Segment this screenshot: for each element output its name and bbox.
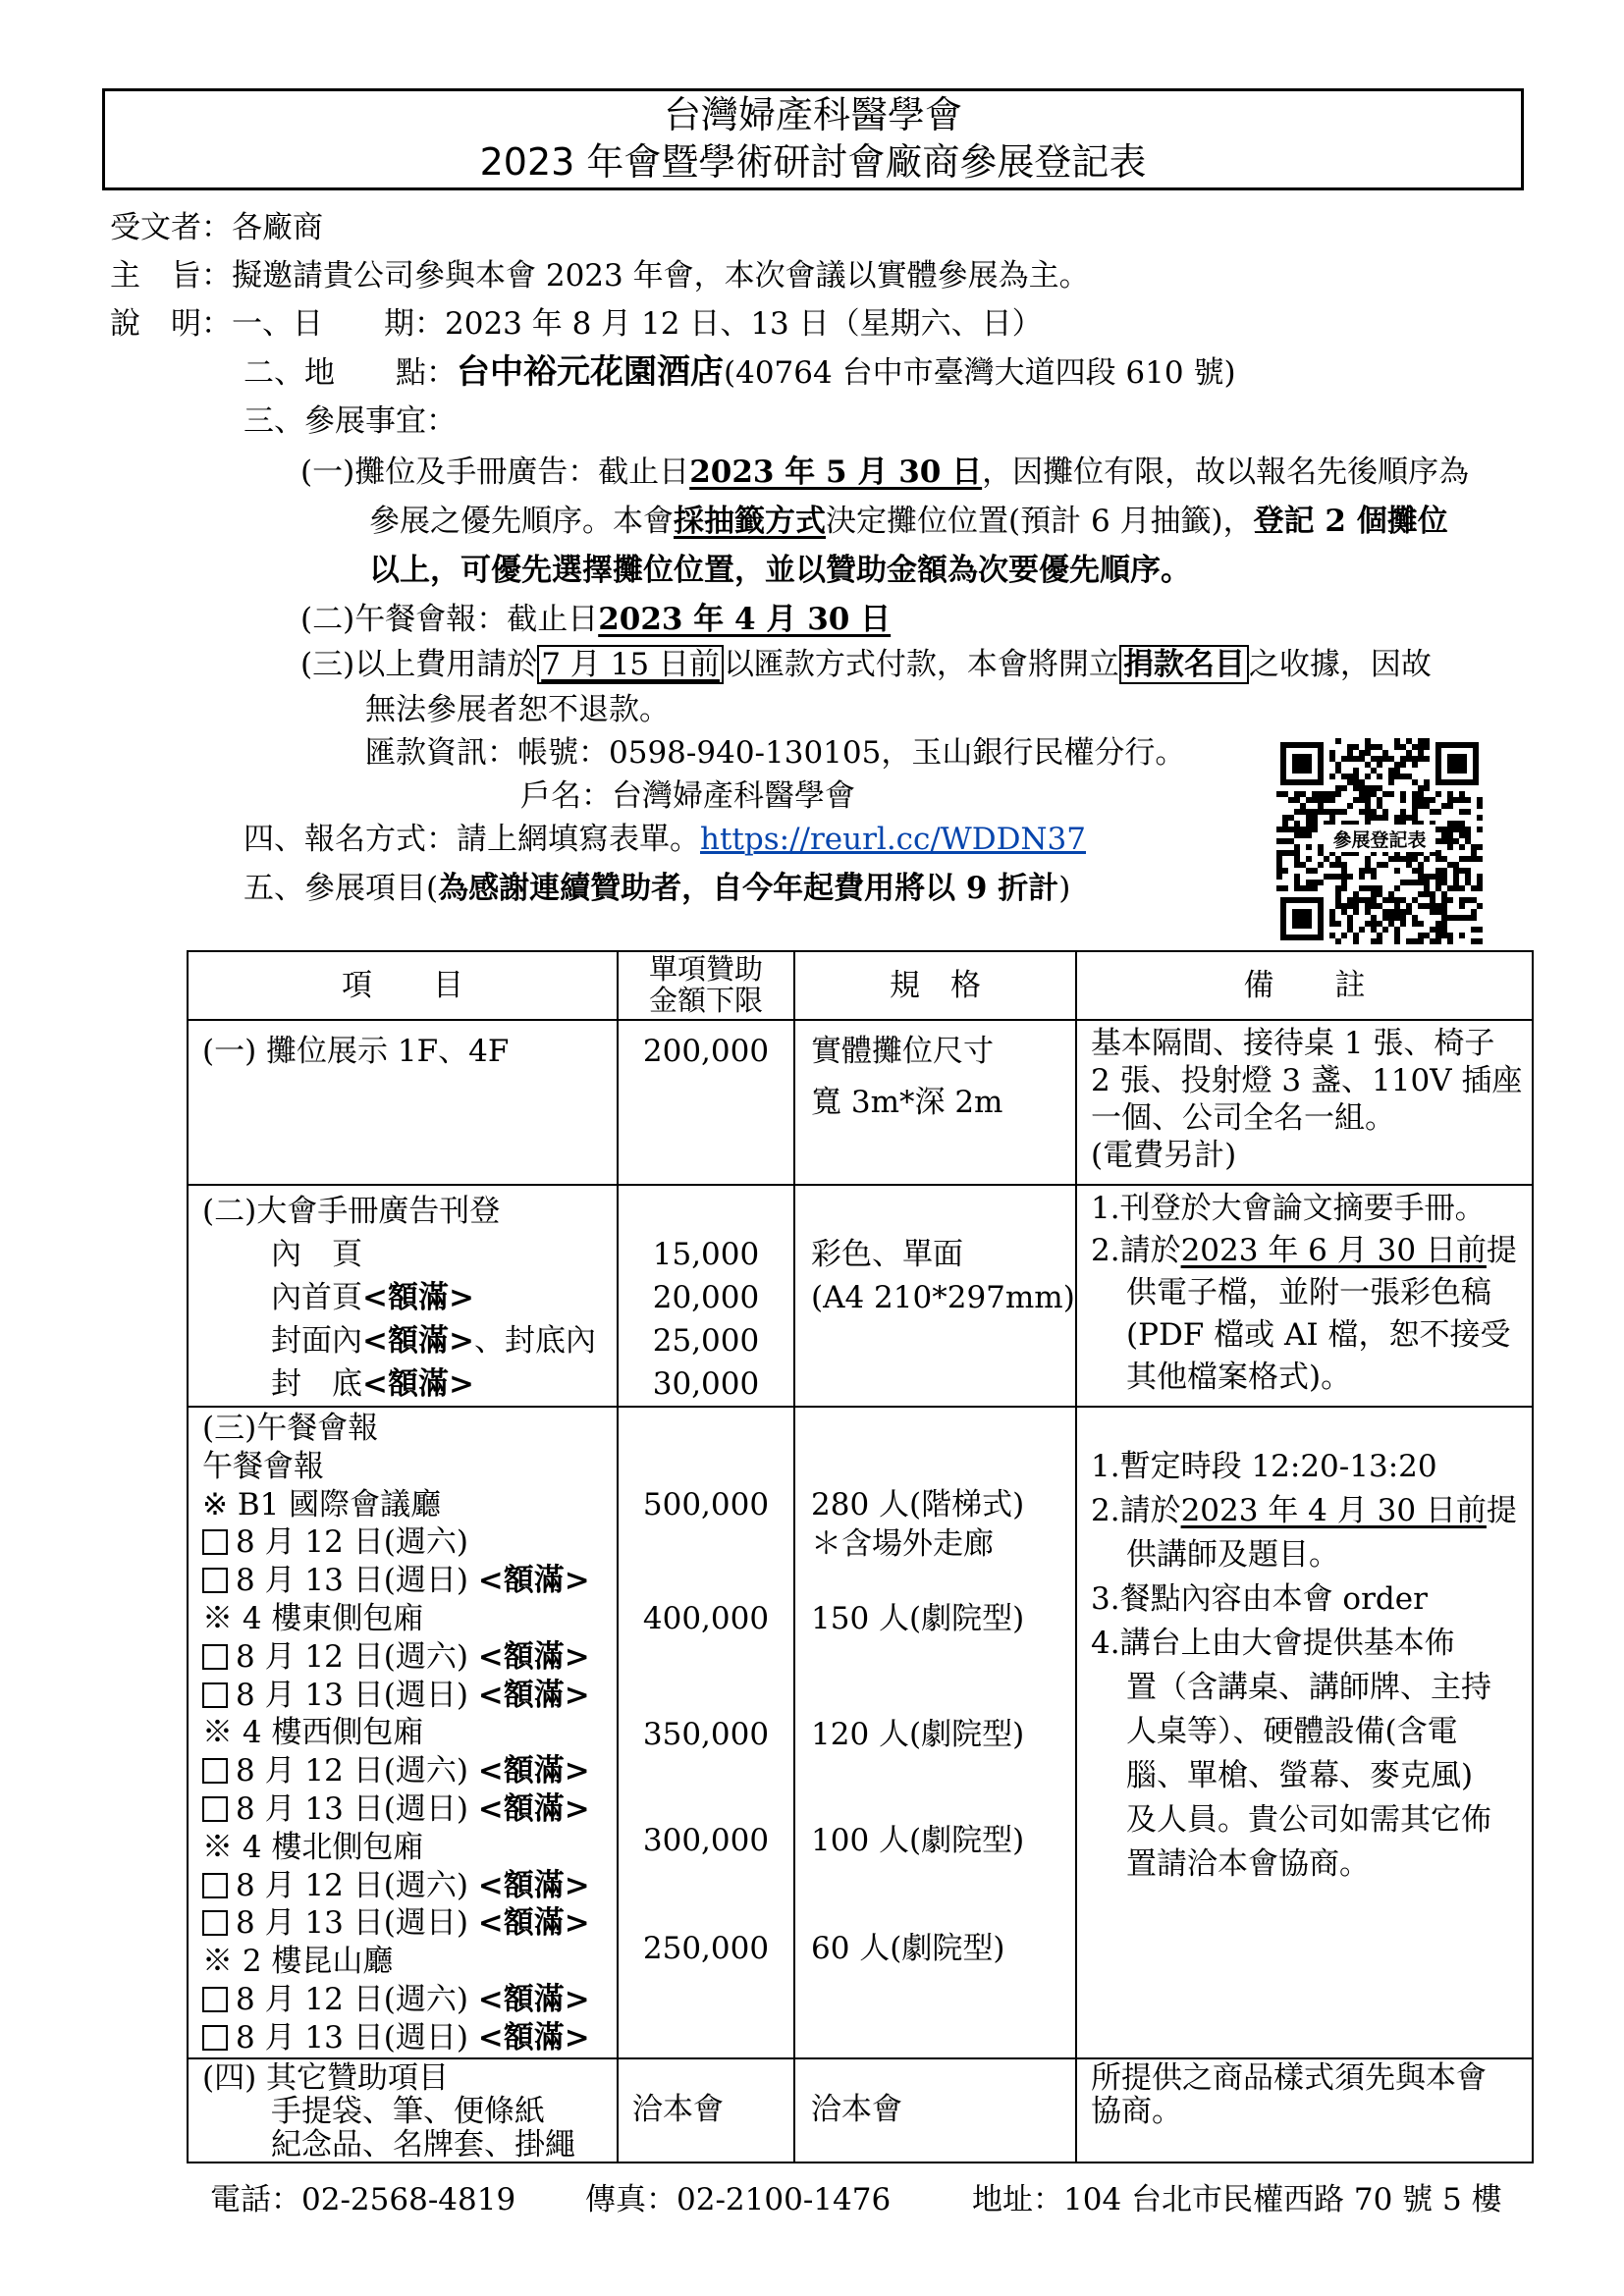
signup-line <box>244 821 1086 858</box>
items-line <box>244 870 1070 907</box>
venue-line <box>244 353 1236 392</box>
lunch-spec: 150 人(劇院型) <box>811 1601 1025 1636</box>
item1-text-b: ，因攤位有限，故以報名先後順序為 <box>982 454 1470 490</box>
item3-text-a: (三)以上費用請於 <box>300 647 538 682</box>
day-label: 8 月 12 日(週六) <box>236 1981 468 2017</box>
lottery-method: 採抽籤方式 <box>674 504 826 539</box>
full-tag: <額滿> <box>477 1905 590 1942</box>
item1-line1 <box>300 454 1469 491</box>
exhibit-heading: 三、參展事宜： <box>244 403 457 439</box>
booth-remark-4: (電費另計) <box>1091 1138 1237 1173</box>
explain-label: 說 明： <box>110 306 232 342</box>
checkbox[interactable] <box>202 1987 228 2012</box>
venue-address: (40764 台中市臺灣大道四段 610 號) <box>724 355 1236 391</box>
day-label: 8 月 12 日(週六) <box>236 1867 468 1903</box>
ad-line <box>202 1276 617 1319</box>
item3-text-c: 之收據，因故 <box>1248 647 1432 682</box>
ad-title: (二)大會手冊廣告刊登 <box>202 1194 501 1229</box>
full-tag: <額滿> <box>477 1867 590 1903</box>
lunch-venue: ※ 4 樓東側包廂 <box>202 1600 424 1636</box>
lunch-remark-4: 人桌等）、硬體設備(含電 <box>1126 1714 1458 1749</box>
item3-text-b: 以匯款方式付款，本會將開立 <box>723 647 1119 682</box>
full-tag: <額滿> <box>362 1280 474 1315</box>
table-header-row <box>188 951 1533 1020</box>
registration-qr-code[interactable] <box>1276 738 1483 944</box>
purpose-text: 擬邀請貴公司參與本會 2023 年會，本次會議以實體參展為主。 <box>232 258 1090 294</box>
table-row <box>188 1020 1533 1185</box>
lunch-title: (三)午餐會報 <box>202 1411 379 1446</box>
ad-remark-2a: 2.請於 <box>1091 1233 1181 1268</box>
lunch-spec-note: ＊含場外走廊 <box>811 1526 994 1562</box>
item1-text-d: 決定攤位位置(預計 6 月抽籤)， <box>826 504 1254 539</box>
item1-line3: 以上，可優先選擇攤位位置，並以贊助金額為次要優先順序。 <box>369 553 1191 588</box>
footer-fax: 傳真：02-2100-1476 <box>585 2182 892 2217</box>
ad-remark-4: (PDF 檔或 AI 檔，恕不接受 <box>1126 1317 1511 1353</box>
footer-address: 地址：104 台北市民權西路 70 號 5 樓 <box>972 2182 1502 2217</box>
remit-account: 匯款資訊：帳號：0598-940-130105，玉山銀行民權分行。 <box>365 735 1186 771</box>
header-spec: 規 格 <box>794 951 1076 1020</box>
ad-line-label: 封 底 <box>271 1366 362 1402</box>
booth-spec-1: 實體攤位尺寸 <box>811 1034 994 1069</box>
lunch-remark-4: 腦、單槍、螢幕、麥克風) <box>1126 1758 1474 1793</box>
full-tag: <額滿> <box>477 1677 590 1713</box>
qr-label: 參展登記表 <box>1332 829 1427 851</box>
lunch-day-option[interactable] <box>202 1790 617 1829</box>
ad-amount: 30,000 <box>652 1366 760 1402</box>
ad-item <box>188 1185 618 1407</box>
signup-link[interactable]: https://reurl.cc/WDDN37 <box>700 822 1086 857</box>
lunch-remark-4: 置請洽本會協商。 <box>1126 1846 1370 1882</box>
booth-deadline: 2023 年 5 月 30 日 <box>689 454 983 490</box>
lunch-remark-2 <box>1091 1489 1532 1533</box>
item3-line1 <box>300 646 1432 683</box>
item1-line2 <box>369 503 1448 540</box>
ad-spec-2: (A4 210*297mm) <box>811 1280 1075 1315</box>
lunch-day-option[interactable] <box>202 1677 617 1715</box>
lunch-remark-2a: 2.請於 <box>1091 1493 1181 1528</box>
full-tag: <額滿> <box>477 1981 590 2017</box>
lunch-remark-2b: 提 <box>1486 1493 1517 1528</box>
checkbox[interactable] <box>202 1910 228 1936</box>
lunch-venue: ※ 4 樓北側包廂 <box>202 1829 424 1865</box>
lunch-day-option[interactable] <box>202 1981 617 2019</box>
booth-amount: 200,000 <box>618 1020 794 1185</box>
lunch-amount: 350,000 <box>642 1717 770 1752</box>
lunch-remark-4: 置（含講桌、講師牌、主持 <box>1126 1670 1491 1705</box>
footer-phone: 電話：02-2568-4819 <box>210 2182 516 2217</box>
lunch-amount: 400,000 <box>642 1601 770 1636</box>
lunch-amount: 300,000 <box>642 1823 770 1858</box>
day-label: 8 月 13 日(週日) <box>236 1677 468 1713</box>
lunch-amounts <box>618 1407 794 2058</box>
lunch-venue: ※ B1 國際會議廳 <box>202 1486 442 1522</box>
checkbox[interactable] <box>202 2025 228 2051</box>
lunch-day-option[interactable] <box>202 1562 617 1600</box>
ad-amount: 25,000 <box>652 1323 760 1359</box>
full-tag: <額滿> <box>477 1563 590 1599</box>
lunch-spec: 120 人(劇院型) <box>811 1717 1025 1752</box>
item2-line <box>300 601 891 638</box>
purpose-line <box>110 257 1090 294</box>
item1-text-c: 參展之優先順序。本會 <box>369 504 674 539</box>
ad-remark-3: 供電子檔，並附一張彩色稿 <box>1126 1275 1491 1310</box>
ad-remark-1: 1.刊登於大會論文摘要手冊。 <box>1091 1191 1486 1226</box>
ad-line-label: 內 頁 <box>271 1237 362 1272</box>
booth-item: (一) 攤位展示 1F、4F <box>188 1020 618 1185</box>
day-label: 8 月 13 日(週日) <box>236 1905 468 1942</box>
header-amount-2: 金額下限 <box>648 984 763 1017</box>
ad-line <box>202 1233 617 1276</box>
ad-spec <box>794 1185 1076 1407</box>
table-row <box>188 1185 1533 1407</box>
explain-line <box>110 305 1043 343</box>
items-prefix: 五、參展項目( <box>244 871 439 906</box>
item1-text-e: 登記 2 個攤位 <box>1253 504 1448 539</box>
day-label: 8 月 13 日(週日) <box>236 1790 468 1827</box>
item2-text: (二)午餐會報：截止日 <box>300 602 599 637</box>
header-amount-1: 單項贊助 <box>648 952 763 986</box>
checkbox[interactable] <box>202 1682 228 1708</box>
lunch-subtitle: 午餐會報 <box>202 1448 324 1484</box>
other-remark-2: 協商。 <box>1091 2093 1182 2129</box>
venue-name: 台中裕元花園酒店 <box>457 352 724 392</box>
discount-note: 為感謝連續贊助者，自今年起費用將以 9 折計 <box>438 871 1059 906</box>
full-tag: <額滿> <box>477 2019 590 2056</box>
lunch-remark-4: 及人員。貴公司如需其它佈 <box>1126 1802 1491 1838</box>
lunch-remark-2c: 供講師及題目。 <box>1126 1537 1339 1573</box>
ad-line-tail: 、封底內 <box>473 1323 596 1359</box>
remit-name: 戶名：台灣婦產科醫學會 <box>520 778 855 814</box>
ad-remark <box>1076 1185 1533 1407</box>
lunch-venue: ※ 2 樓昆山廳 <box>202 1944 394 1980</box>
lunch-spec: 280 人(階梯式) <box>811 1487 1025 1522</box>
booth-spec-2: 寬 3m*深 2m <box>811 1085 1003 1120</box>
lunch-day-option[interactable] <box>202 2019 617 2057</box>
table-row <box>188 1407 1533 2058</box>
lunch-amount: 500,000 <box>642 1487 770 1522</box>
lunch-remark-4: 4.講台上由大會提供基本佈 <box>1091 1626 1455 1661</box>
payment-date: 7 月 15 日前 <box>537 645 724 684</box>
ad-remark-2b: 提 <box>1486 1233 1517 1268</box>
full-tag: <額滿> <box>362 1323 474 1359</box>
full-tag: <額滿> <box>362 1366 474 1402</box>
other-item <box>188 2058 618 2163</box>
recipient-line: 受文者：各廠商 <box>110 210 323 245</box>
lunch-remark-3: 3.餐點內容由本會 order <box>1091 1581 1428 1617</box>
header-remark: 備 註 <box>1076 951 1533 1020</box>
other-title: (四) 其它贊助項目 <box>202 2059 450 2096</box>
day-label: 8 月 12 日(週六) <box>236 1638 468 1675</box>
ad-amounts <box>618 1185 794 1407</box>
checkbox[interactable] <box>202 1529 228 1555</box>
ad-line <box>202 1319 617 1362</box>
lunch-item <box>188 1407 618 2058</box>
purpose-label: 主 旨： <box>110 258 232 294</box>
other-line: 手提袋、筆、便條紙 <box>271 2093 545 2129</box>
ad-remark-5: 其他檔案格式)。 <box>1126 1360 1352 1395</box>
booth-remark-1: 基本隔間、接待桌 1 張、椅子 <box>1091 1026 1495 1061</box>
speaker-deadline: 2023 年 4 月 30 日前 <box>1180 1493 1487 1528</box>
lunch-remark <box>1076 1407 1533 2058</box>
lunch-day-option[interactable] <box>202 1867 617 1905</box>
checkbox[interactable] <box>202 1873 228 1898</box>
checkbox[interactable] <box>202 1568 228 1593</box>
other-remark <box>1076 2058 1533 2163</box>
ad-amount: 20,000 <box>652 1280 760 1315</box>
other-remark-1: 所提供之商品樣式須先與本會 <box>1091 2059 1487 2096</box>
checkbox[interactable] <box>202 1644 228 1670</box>
table-row <box>188 2058 1533 2163</box>
ad-amount: 15,000 <box>652 1237 760 1272</box>
signup-text: 四、報名方式：請上網填寫表單。 <box>244 822 700 857</box>
items-suffix: ) <box>1058 871 1071 906</box>
lunch-day-option[interactable] <box>202 1523 617 1562</box>
lunch-day-option[interactable] <box>202 1904 617 1943</box>
ad-spec-1: 彩色、單面 <box>811 1237 963 1272</box>
lunch-day-option[interactable] <box>202 1752 617 1790</box>
booth-remark-3: 一個、公司全名一組。 <box>1091 1100 1395 1136</box>
booth-spec <box>794 1020 1076 1185</box>
checkbox[interactable] <box>202 1758 228 1784</box>
lunch-deadline: 2023 年 4 月 30 日 <box>598 602 892 637</box>
header-item: 項 目 <box>188 951 618 1020</box>
ad-line-label: 內首頁 <box>271 1280 362 1315</box>
lunch-day-option[interactable] <box>202 1638 617 1677</box>
association-name: 台灣婦產科醫學會 <box>663 93 962 136</box>
lunch-venue: ※ 4 樓西側包廂 <box>202 1715 424 1751</box>
other-spec: 洽本會 <box>794 2058 1076 2163</box>
checkbox[interactable] <box>202 1796 228 1822</box>
day-label: 8 月 12 日(週六) <box>236 1524 468 1561</box>
lunch-amount: 250,000 <box>642 1931 770 1966</box>
full-tag: <額滿> <box>477 1790 590 1827</box>
booth-remark <box>1076 1020 1533 1185</box>
receipt-type: 捐款名目 <box>1119 645 1249 684</box>
day-label: 8 月 13 日(週日) <box>236 1563 468 1599</box>
lunch-spec: 100 人(劇院型) <box>811 1823 1025 1858</box>
full-tag: <額滿> <box>477 1753 590 1789</box>
lunch-specs <box>794 1407 1076 2058</box>
form-title: 2023 年會暨學術研討會廠商參展登記表 <box>479 140 1147 184</box>
other-amount: 洽本會 <box>618 2058 794 2163</box>
header-amount <box>618 951 794 1020</box>
title-box <box>102 88 1524 190</box>
day-label: 8 月 12 日(週六) <box>236 1753 468 1789</box>
ad-remark-2 <box>1091 1230 1532 1272</box>
event-date: 一、日 期：2023 年 8 月 12 日、13 日（星期六、日） <box>232 306 1043 342</box>
venue-prefix: 二、地 點： <box>244 355 457 391</box>
ad-file-deadline: 2023 年 6 月 30 日前 <box>1180 1233 1487 1268</box>
other-line: 紀念品、名牌套、掛繩 <box>271 2126 575 2163</box>
exhibit-items-table <box>187 950 1534 2163</box>
lunch-spec: 60 人(劇院型) <box>811 1931 1005 1966</box>
full-tag: <額滿> <box>477 1638 590 1675</box>
lunch-remark-1: 1.暫定時段 12:20-13:20 <box>1091 1449 1437 1484</box>
booth-remark-2: 2 張、投射燈 3 盞、110V 插座 <box>1091 1063 1523 1098</box>
item3-line2: 無法參展者恕不退款。 <box>365 692 670 727</box>
item1-text-a: (一)攤位及手冊廣告：截止日 <box>300 454 690 490</box>
ad-line-label: 封面內 <box>271 1323 362 1359</box>
ad-line <box>202 1362 617 1406</box>
day-label: 8 月 13 日(週日) <box>236 2019 468 2056</box>
